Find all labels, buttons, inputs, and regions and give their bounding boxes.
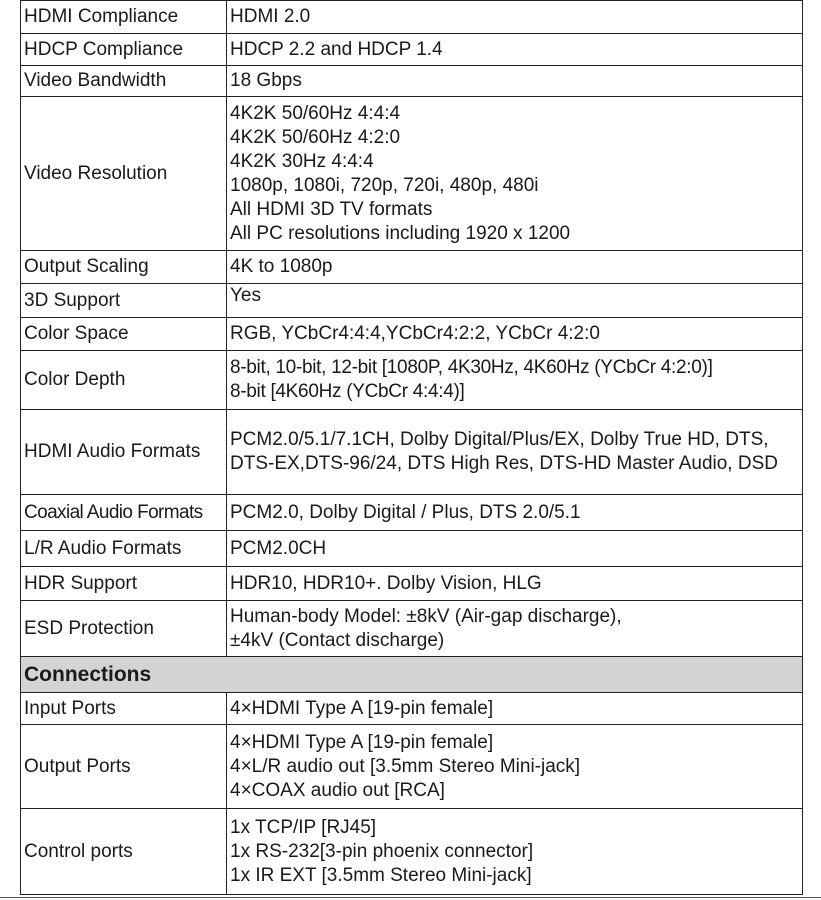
table-row [21,495,803,531]
spec-value [227,97,803,251]
value-line: 4×HDMI Type A [19-pin female] [230,731,494,753]
spec-label: Output Ports [21,725,227,809]
section-header-connections [21,657,803,693]
spec-value [227,567,803,601]
spec-value [227,410,803,495]
value-line: HDMI 2.0 [230,6,311,27]
table-row [21,66,803,97]
value-line: 18 Gbps [230,70,302,91]
spec-value [227,809,803,895]
spec-value [227,531,803,567]
spec-value [227,1,803,34]
spec-label: Input Ports [21,693,227,725]
spec-label: Output Scaling [21,251,227,284]
spec-value [227,284,803,318]
table-row [21,318,803,351]
spec-label: Color Space [21,318,227,351]
table-row [21,284,803,318]
table-row [21,34,803,66]
table-row [21,251,803,284]
spec-value [227,66,803,97]
table-row [21,601,803,657]
spec-label: Video Resolution [21,97,227,251]
table-row [21,97,803,251]
page-bottom-rule [0,897,821,898]
spec-label: Coaxial Audio Formats [21,495,227,531]
spec-label: Color Depth [21,351,227,410]
value-line: 4×HDMI Type A [19-pin female] [230,697,494,719]
value-line: 4×COAX audio out [RCA] [230,779,445,801]
table-row [21,725,803,809]
spec-value [227,725,803,809]
value-line: HDCP 2.2 and HDCP 1.4 [230,38,443,60]
spec-label: ESD Protection [21,601,227,657]
spec-label: HDMI Audio Formats [21,410,227,495]
value-line: PCM2.0, Dolby Digital / Plus, DTS 2.0/5.1 [230,501,581,523]
value-line: 8-bit, 10-bit, 12-bit [1080P, 4K30Hz, 4K60Hz (YCbCr 4:2:0)] [230,357,713,378]
table-row [21,1,803,34]
spec-label: Video Bandwidth [21,66,227,97]
section-title: Connections [21,657,803,693]
value-line: 8-bit [4K60Hz (YCbCr 4:4:4)] [230,381,465,402]
table-row [21,410,803,495]
value-line: HDR10, HDR10+. Dolby Vision, HLG [230,572,542,594]
spec-value [227,34,803,66]
value-line: Human-body Model: ±8kV (Air-gap discharge), [230,605,622,627]
spec-value [227,693,803,725]
spec-value [227,318,803,351]
table-row [21,531,803,567]
value-line: 4K to 1080p [230,256,333,277]
value-line: RGB, YCbCr4:4:4,YCbCr4:2:2, YCbCr 4:2:0 [230,323,600,344]
spec-label: HDCP Compliance [21,34,227,66]
table-row [21,693,803,725]
value-line: All PC resolutions including 1920 x 1200 [230,222,571,244]
spec-value [227,601,803,657]
spec-value [227,251,803,284]
value-line: ±4kV (Contact discharge) [230,629,445,651]
value-line: 4K2K 50/60Hz 4:2:0 [230,126,401,148]
spec-label: HDR Support [21,567,227,601]
value-line: 4K2K 30Hz 4:4:4 [230,150,374,172]
table-row [21,809,803,895]
spec-label: L/R Audio Formats [21,531,227,567]
value-line: All HDMI 3D TV formats [230,198,433,220]
spec-label: 3D Support [21,284,227,318]
value-line: 4×L/R audio out [3.5mm Stereo Mini-jack] [230,755,581,777]
value-line: 1x TCP/IP [RJ45] [230,816,377,838]
value-line: PCM2.0/5.1/7.1CH, Dolby Digital/Plus/EX, Dolby True HD, DTS, DTS-EX,DTS-96/24, DTS High Res, DTS-HD Master Audio, DSD [230,429,778,474]
spec-label: Control ports [21,809,227,895]
value-line: 4K2K 50/60Hz 4:4:4 [230,102,401,124]
value-line: 1080p, 1080i, 720p, 720i, 480p, 480i [230,174,539,196]
spec-table [20,0,803,895]
value-line: 1x IR EXT [3.5mm Stereo Mini-jack] [230,864,532,886]
value-line: Yes [230,285,261,306]
table-row [21,567,803,601]
value-line: 1x RS-232[3-pin phoenix connector] [230,840,534,862]
spec-label: HDMI Compliance [21,1,227,34]
table-row [21,351,803,410]
spec-value [227,495,803,531]
spec-value [227,351,803,410]
value-line: PCM2.0CH [230,537,327,559]
